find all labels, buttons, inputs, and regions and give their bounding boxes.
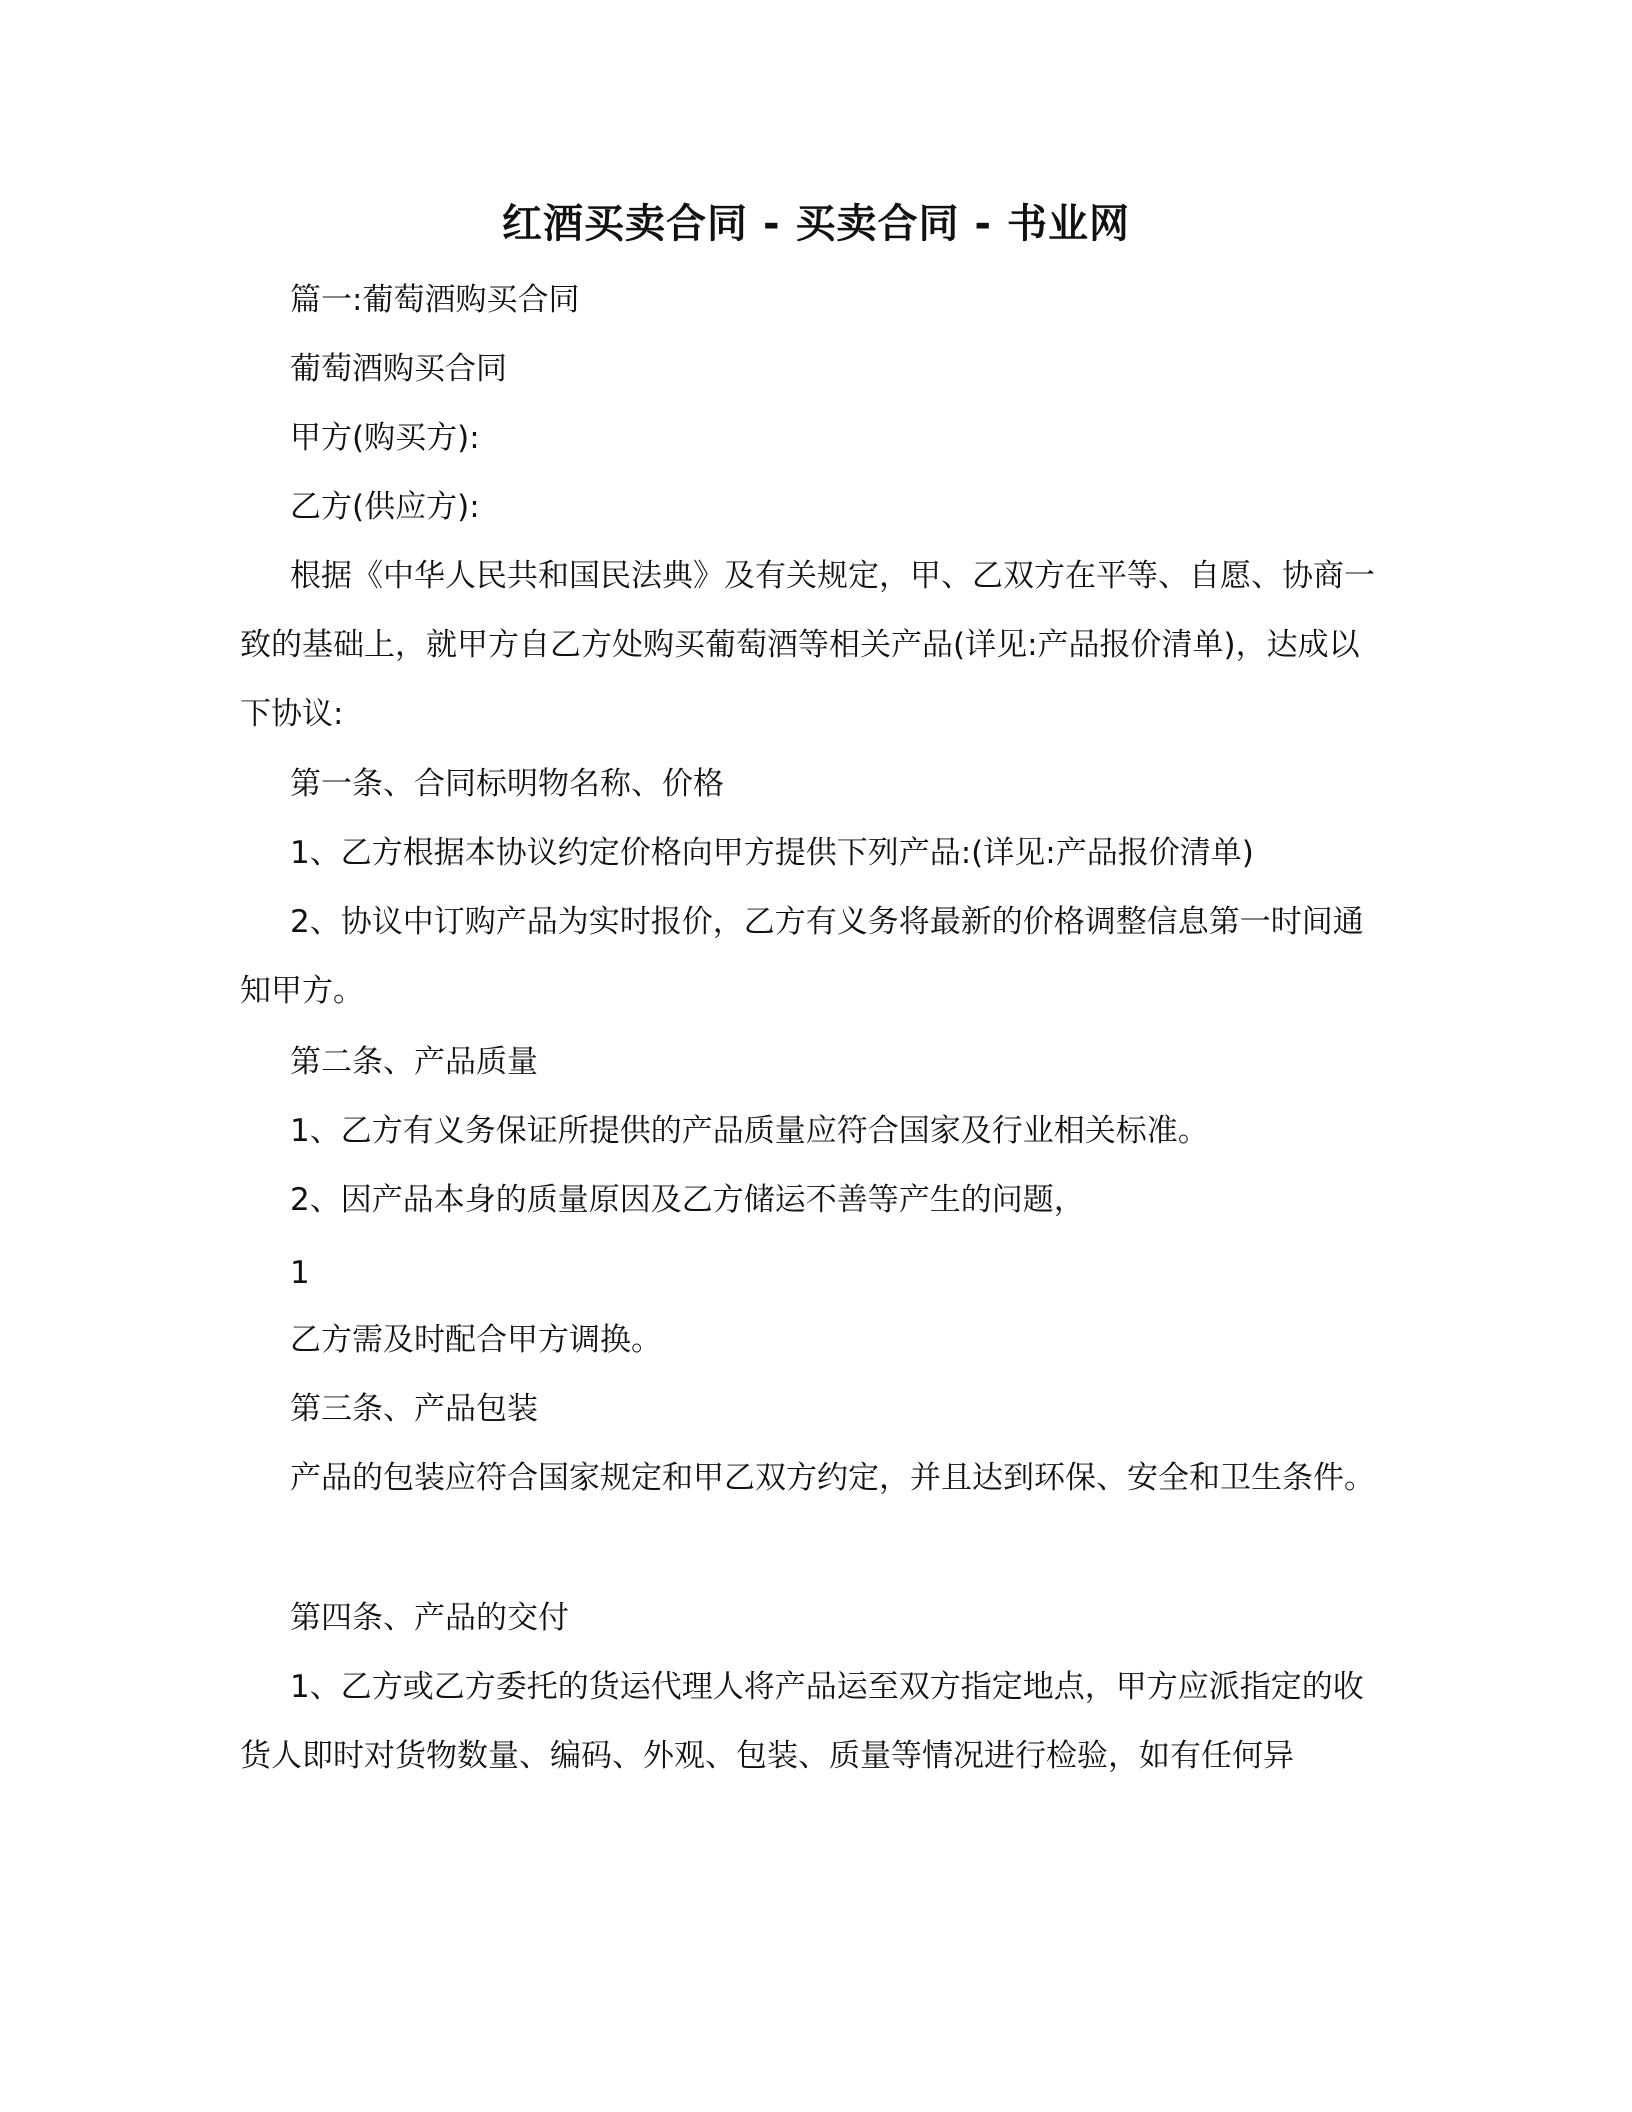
document-title: 红酒买卖合同 - 买卖合同 - 书业网 xyxy=(502,201,1130,247)
article2-item2: 2、因产品本身的质量原因及乙方储运不善等产生的问题， xyxy=(290,1182,1085,1218)
article1-heading: 第一条、合同标明物名称、价格 xyxy=(290,766,724,802)
article1-item2: 2、协议中订购产品为实时报价，乙方有义务将最新的价格调整信息第一时间通知甲方。 xyxy=(240,904,1364,1009)
intro-paragraph: 根据《中华人民共和国民法典》及有关规定，甲、乙双方在平等、自愿、协商一致的基础上，就甲方自乙方处购买葡萄酒等相关产品(详见:产品报价清单)，达成以下协议: xyxy=(240,558,1375,732)
article3-body: 产品的包装应符合国家规定和甲乙双方约定，并且达到环保、安全和卫生条件。 xyxy=(290,1460,1375,1496)
contract-name: 葡萄酒购买合同 xyxy=(290,351,507,387)
article1-item1: 1、乙方根据本协议约定价格向甲方提供下列产品:(详见:产品报价清单) xyxy=(290,835,1254,871)
article3-heading: 第三条、产品包装 xyxy=(290,1391,538,1427)
article4-heading: 第四条、产品的交付 xyxy=(290,1600,569,1636)
section-heading: 篇一:葡萄酒购买合同 xyxy=(290,282,580,318)
article2-continuation: 乙方需及时配合甲方调换。 xyxy=(290,1322,662,1358)
party-b-label: 乙方(供应方): xyxy=(290,489,480,525)
party-a-label: 甲方(购买方): xyxy=(290,420,480,456)
article2-item1: 1、乙方有义务保证所提供的产品质量应符合国家及行业相关标准。 xyxy=(290,1113,1209,1149)
article2-heading: 第二条、产品质量 xyxy=(290,1044,538,1080)
page-number: 1 xyxy=(290,1255,310,1291)
article4-item1: 1、乙方或乙方委托的货运代理人将产品运至双方指定地点，甲方应派指定的收货人即时对货物数量、编码、外观、包装、质量等情况进行检验，如有任何异 xyxy=(240,1669,1364,1774)
